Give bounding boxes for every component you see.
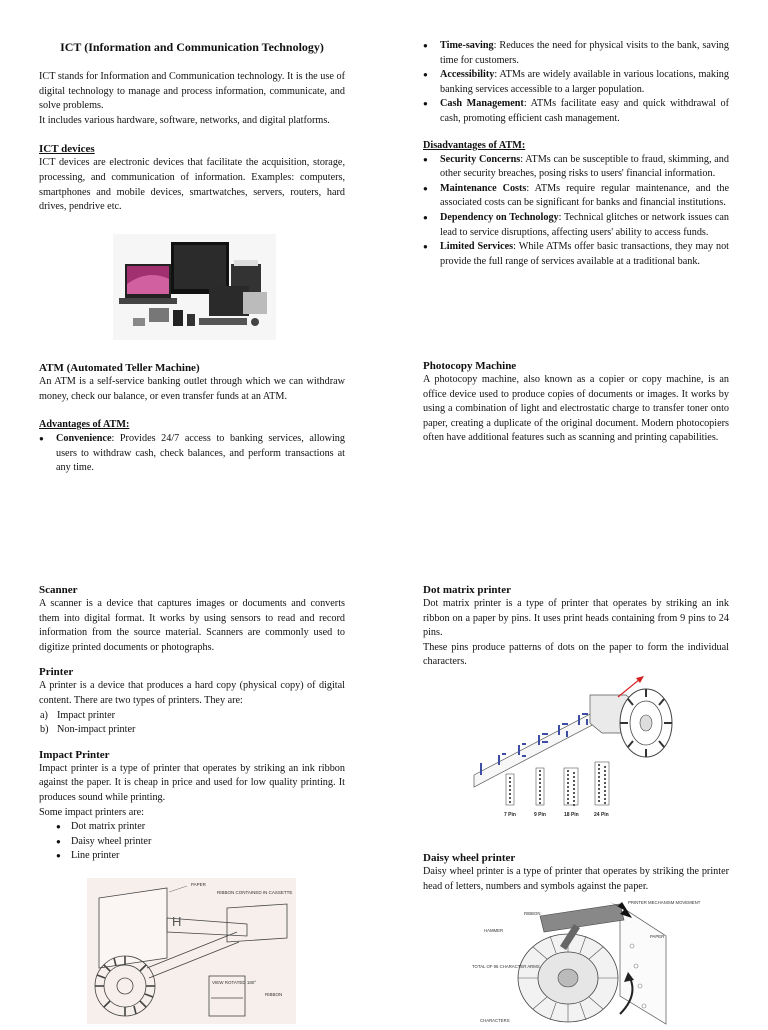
atm-advantages-list-1 — [39, 432, 345, 476]
ict-intro: ICT stands for Information and Communication technology. It is the use of digital technology to manage and process information, communicate, and solve problems. — [39, 71, 345, 112]
atm-section — [39, 361, 345, 476]
label-18-pin: 18 Pin — [564, 812, 579, 818]
list-item: ● Security Concerns: ATMs can be susceptible to fraud, skimming, and other security breaches, posing risks to users' financial information. — [423, 153, 729, 182]
ict-devices-heading: ICT devices — [39, 143, 95, 156]
printer-heading: Printer — [39, 666, 74, 679]
scanner-body: A scanner is a device that captures images or documents and converts them into digital format. It works by using sensors to read and record information from the source material. Scanners are commonly used to digitize printed documents or photographs. — [39, 598, 345, 653]
daisy-wheel-diagram — [470, 896, 701, 1024]
list-item: b) Non-impact printer — [40, 724, 136, 736]
label-total-arms: TOTAL OF 96 CHARACTER ARMS — [472, 964, 540, 969]
scanner-heading: Scanner — [39, 584, 78, 596]
atm-body: An ATM is a self-service banking outlet through which we can withdraw money, check our balance, or even transfer funds at an ATM. — [39, 376, 345, 402]
daisy-body: Daisy wheel printer is a type of printer that operates by striking the printer head of letters, numbers and symbols against the paper. — [423, 866, 729, 892]
list-item: ● Maintenance Costs: ATMs require regular maintenance, and the associated costs can be significant for banks and financial institutions. — [423, 182, 729, 211]
label-7-pin: 7 Pin — [504, 812, 516, 818]
label-daisy-ribbon: RIBBON — [524, 911, 541, 916]
impact-some: Some impact printers are: — [39, 806, 144, 818]
list-item: ● Convenience: Provides 24/7 access to banking services, allowing users to withdraw cash, check balances, and perform transactions at any time. — [39, 432, 345, 476]
list-item: ● Line printer — [39, 849, 345, 864]
list-item: ● Dot matrix printer — [39, 820, 345, 835]
list-item: ● Cash Management: ATMs facilitate easy and quick withdrawal of cash, promoting efficient cash management. — [423, 97, 729, 126]
list-item: ● Daisy wheel printer — [39, 835, 345, 850]
ict-devices-image — [113, 234, 276, 340]
ict-section — [39, 40, 345, 215]
label-ribbon: RIBBON — [265, 992, 283, 997]
dotmatrix-section — [423, 583, 729, 670]
list-item: a) Impact printer — [40, 709, 115, 721]
scanner-printer-section — [39, 583, 345, 864]
label-hammer: HAMMER — [484, 928, 504, 933]
label-9-pin: 9 Pin — [534, 812, 546, 818]
atm-advantages-cont — [423, 39, 729, 269]
svg-text:H: H — [172, 914, 182, 929]
atm-adv-heading: Advantages of ATM: — [39, 419, 130, 431]
photocopy-section — [423, 359, 729, 446]
impact-printers-list — [39, 820, 345, 864]
list-item: ● Time-saving: Reduces the need for physical visits to the bank, saving time for customers. — [423, 39, 729, 68]
impact-printer-diagram — [87, 878, 296, 1024]
label-view-rotated: VIEW ROTATED 180° — [212, 980, 257, 985]
photocopy-body: A photocopy machine, also known as a copier or copy machine, is an office device used to produce copies of documents or images. It works by using a combination of light and electrostatic charge to transfer toner onto paper, creating a duplicate of the original document. Modern photocopiers often have additional features such as scanning and printing capabilities. — [423, 374, 729, 444]
printer-body: A printer is a device that produces a hard copy (physical copy) of digital content. There are two types of printers. They are: — [39, 680, 345, 706]
list-item: ● Dependency on Technology: Technical glitches or network issues can lead to service disruptions, affecting users' ability to access funds. — [423, 211, 729, 240]
label-characters: CHARACTERS — [480, 1018, 510, 1023]
daisy-section — [423, 851, 729, 894]
list-item: ● Limited Services: While ATMs offer basic transactions, they may not provide the full range of services available at a traditional bank. — [423, 240, 729, 269]
impact-heading: Impact Printer — [39, 748, 110, 761]
printer-types-list — [39, 709, 345, 738]
dotmatrix-body-2: These pins produce patterns of dots on the paper to form the individual characters. — [423, 641, 729, 668]
list-item: ● Accessibility: ATMs are widely available in various locations, making banking services accessible to a larger population. — [423, 68, 729, 97]
impact-body: Impact printer is a type of printer that operates by striking an ink ribbon against the paper. It is cheap in price and used for low quality printing. It produces sound while printing. — [39, 762, 345, 803]
dotmatrix-body: Dot matrix printer is a type of printer that operates by striking an ink ribbon on a paper by pins. It uses print heads containing from 9 pins to 24 pins. — [423, 598, 729, 639]
label-mechanism: PRINTER MECHANISM MOVEMENT — [628, 900, 701, 905]
label-paper: PAPER — [191, 882, 206, 887]
dotmatrix-heading: Dot matrix printer — [423, 584, 511, 596]
ict-devices-body: ICT devices are electronic devices that facilitate the acquisition, storage, processing, and communication of information. Examples: computers, smartphones and mobile devices, smartwatches, servers, routers, hard drives, pendrive etc. — [39, 157, 345, 213]
atm-disadv-heading: Disadvantages of ATM: — [423, 139, 526, 151]
photocopy-heading: Photocopy Machine — [423, 360, 517, 372]
atm-disadvantages-list — [423, 153, 729, 270]
ict-intro-2: It includes various hardware, software, networks, and digital platforms. — [39, 114, 330, 126]
page-title: ICT (Information and Communication Technology) — [60, 40, 324, 54]
daisy-heading: Daisy wheel printer — [423, 852, 516, 864]
dot-matrix-diagram — [468, 675, 678, 820]
label-daisy-paper: PAPER — [650, 934, 665, 939]
label-24-pin: 24 Pin — [594, 812, 609, 818]
label-ribbon-cassette: RIBBON CONTAINED IN CASSETTE — [217, 890, 293, 895]
atm-advantages-list-2 — [423, 39, 729, 127]
atm-heading: ATM (Automated Teller Machine) — [39, 362, 200, 374]
